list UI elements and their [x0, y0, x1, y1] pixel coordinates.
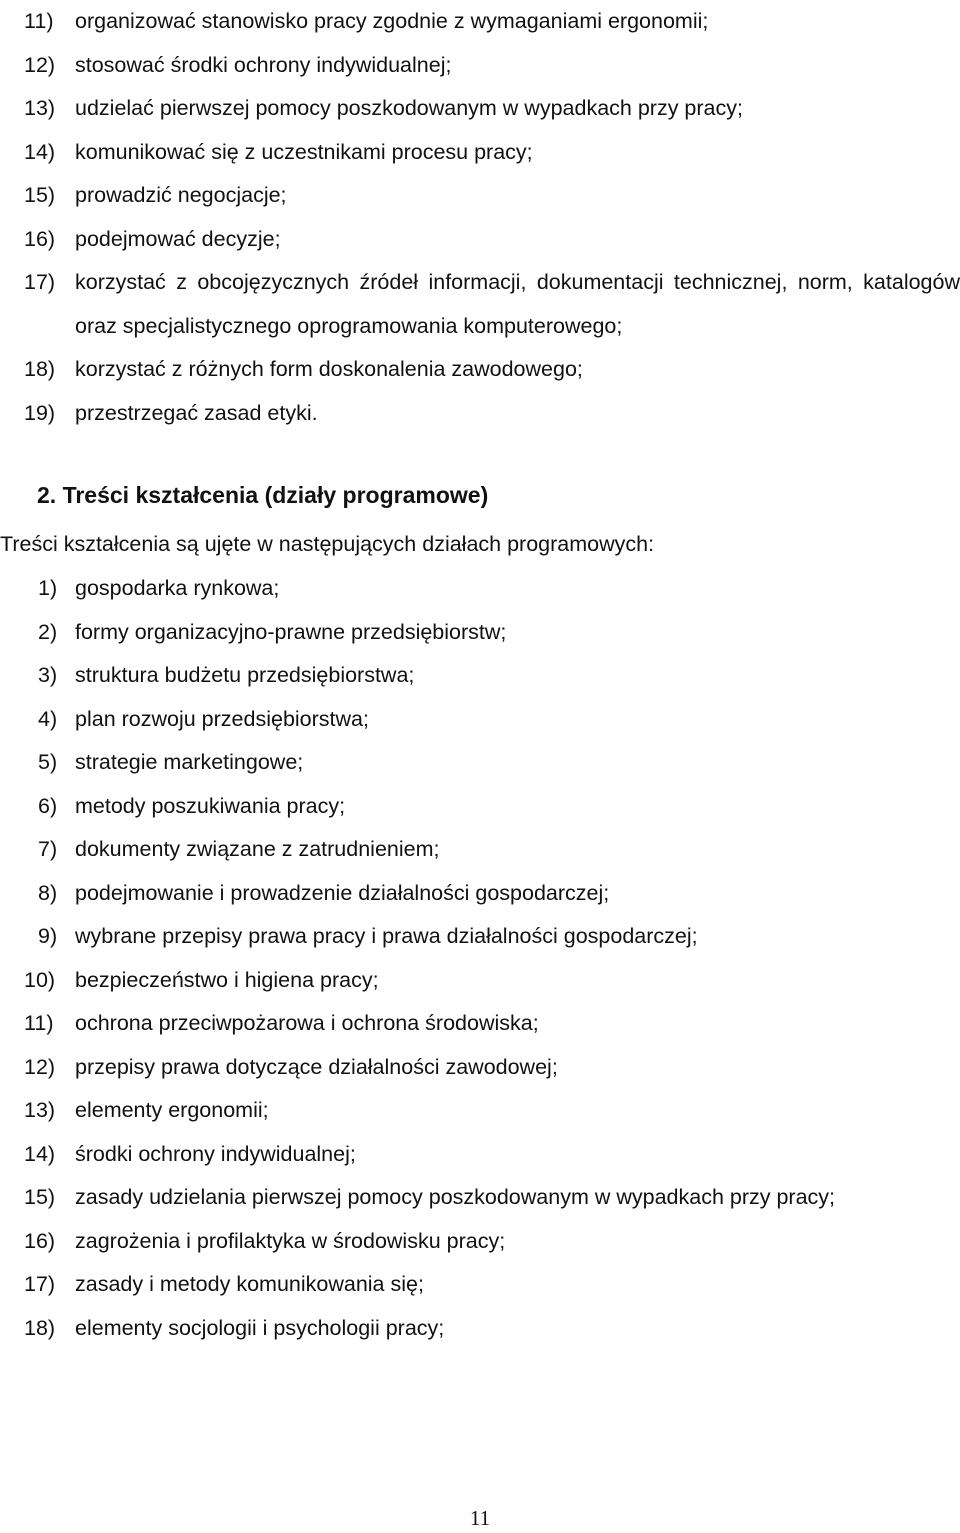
list-item: [0, 1176, 960, 1220]
list-item-number: 13): [24, 1098, 56, 1122]
list-item-text: elementy ergonomii;: [75, 1098, 269, 1122]
list-item-number: 14): [24, 1141, 56, 1166]
list-item-text: podejmowanie i prowadzenie działalności gospodarczej;: [75, 880, 610, 905]
list-item: [0, 1046, 960, 1090]
list-item-text: korzystać z obcojęzycznych źródeł informacji, dokumentacji technicznej, norm, katalogów oraz specjalistycznego oprogramowania komputerowego;: [75, 270, 960, 338]
list-item-number: 19): [24, 400, 56, 425]
list-item-number: 11): [24, 1011, 54, 1035]
list-item-text: elementy socjologii i psychologii pracy;: [75, 1315, 445, 1340]
list-item: [0, 1307, 960, 1351]
list-item-number: 3): [38, 663, 58, 687]
list-item-number: 15): [24, 1185, 56, 1209]
section-intro: Treści kształcenia są ujęte w następujących działach programowych:: [0, 532, 655, 556]
list-item: [0, 174, 960, 218]
list-item-number: 12): [24, 1054, 56, 1079]
list-item-text: formy organizacyjno-prawne przedsiębiorstw;: [75, 619, 507, 644]
list-item-number: 1): [38, 576, 58, 600]
list-item: [0, 44, 960, 88]
list-item-text: przestrzegać zasad etyki.: [75, 400, 318, 425]
list-item: [0, 131, 960, 175]
list-item: [0, 828, 960, 872]
list-item: [0, 392, 960, 436]
list-item-number: 11): [24, 9, 54, 33]
list-item-number: 17): [24, 1272, 56, 1296]
section-heading: 2. Treści kształcenia (działy programowe): [37, 482, 489, 508]
list-item: [0, 348, 960, 392]
list-item-text: korzystać z różnych form doskonalenia zawodowego;: [75, 357, 583, 381]
list-item-number: 16): [24, 226, 56, 251]
list-item: [0, 1089, 960, 1133]
list-item-number: 6): [38, 793, 58, 818]
list-item-text: zasady udzielania pierwszej pomocy poszkodowanym w wypadkach przy pracy;: [75, 1185, 836, 1209]
list-item-number: 10): [24, 967, 56, 992]
list-item-text: organizować stanowisko pracy zgodnie z wymaganiami ergonomii;: [75, 9, 709, 33]
list-item-number: 17): [24, 270, 56, 294]
list-item: [0, 654, 960, 698]
list-item-text: prowadzić negocjacje;: [75, 183, 287, 207]
list-item-number: 7): [38, 837, 58, 861]
list-item: [0, 218, 960, 262]
list-item-number: 12): [24, 52, 56, 77]
list-item: [0, 87, 960, 131]
content-list: [0, 567, 960, 1350]
list-item-text: struktura budżetu przedsiębiorstwa;: [75, 663, 415, 687]
list-item-text: zagrożenia i profilaktyka w środowisku pracy;: [75, 1228, 506, 1253]
list-item: [0, 1263, 960, 1307]
list-item: [0, 567, 960, 611]
list-item: [0, 959, 960, 1003]
list-item-text: zasady i metody komunikowania się;: [75, 1272, 424, 1296]
list-item-text: środki ochrony indywidualnej;: [75, 1141, 356, 1166]
list-item-text: dokumenty związane z zatrudnieniem;: [75, 837, 440, 861]
list-item-text: udzielać pierwszej pomocy poszkodowanym w wypadkach przy pracy;: [75, 96, 743, 120]
list-item-number: 15): [24, 183, 56, 207]
list-item: [0, 785, 960, 829]
list-item-text: metody poszukiwania pracy;: [75, 793, 346, 818]
list-item-number: 5): [38, 750, 58, 774]
list-item-number: 9): [38, 924, 58, 948]
list-item: [0, 698, 960, 742]
list-item-text: plan rozwoju przedsiębiorstwa;: [75, 706, 369, 731]
list-item-text: stosować środki ochrony indywidualnej;: [75, 52, 452, 77]
list-item-number: 4): [38, 706, 58, 731]
list-item: [0, 0, 960, 44]
list-item-number: 8): [38, 880, 58, 905]
page-number: 11: [469, 1506, 491, 1530]
list-item-text: gospodarka rynkowa;: [75, 576, 280, 600]
list-item: [0, 741, 960, 785]
list-item-text: komunikować się z uczestnikami procesu pracy;: [75, 139, 533, 164]
list-item-number: 18): [24, 1315, 56, 1340]
list-item: [0, 611, 960, 655]
list-item-number: 13): [24, 96, 56, 120]
list-item: [0, 1133, 960, 1177]
list-item-number: 18): [24, 357, 56, 381]
list-item-number: 16): [24, 1228, 56, 1253]
list-item-text: wybrane przepisy prawa pracy i prawa działalności gospodarczej;: [75, 924, 698, 948]
list-item-text: ochrona przeciwpożarowa i ochrona środowiska;: [75, 1011, 539, 1035]
list-item: [0, 872, 960, 916]
list-item-number: 14): [24, 139, 56, 164]
list-item-number: 2): [38, 619, 58, 644]
list-item-text: przepisy prawa dotyczące działalności zawodowej;: [75, 1054, 558, 1079]
list-item-text: bezpieczeństwo i higiena pracy;: [75, 967, 379, 992]
list-item: [0, 1002, 960, 1046]
list-item-text: podejmować decyzje;: [75, 226, 281, 251]
list-item-text: strategie marketingowe;: [75, 750, 304, 774]
skills-list: [0, 0, 960, 435]
list-item: [0, 915, 960, 959]
list-item: [0, 1220, 960, 1264]
list-item: [0, 261, 960, 348]
